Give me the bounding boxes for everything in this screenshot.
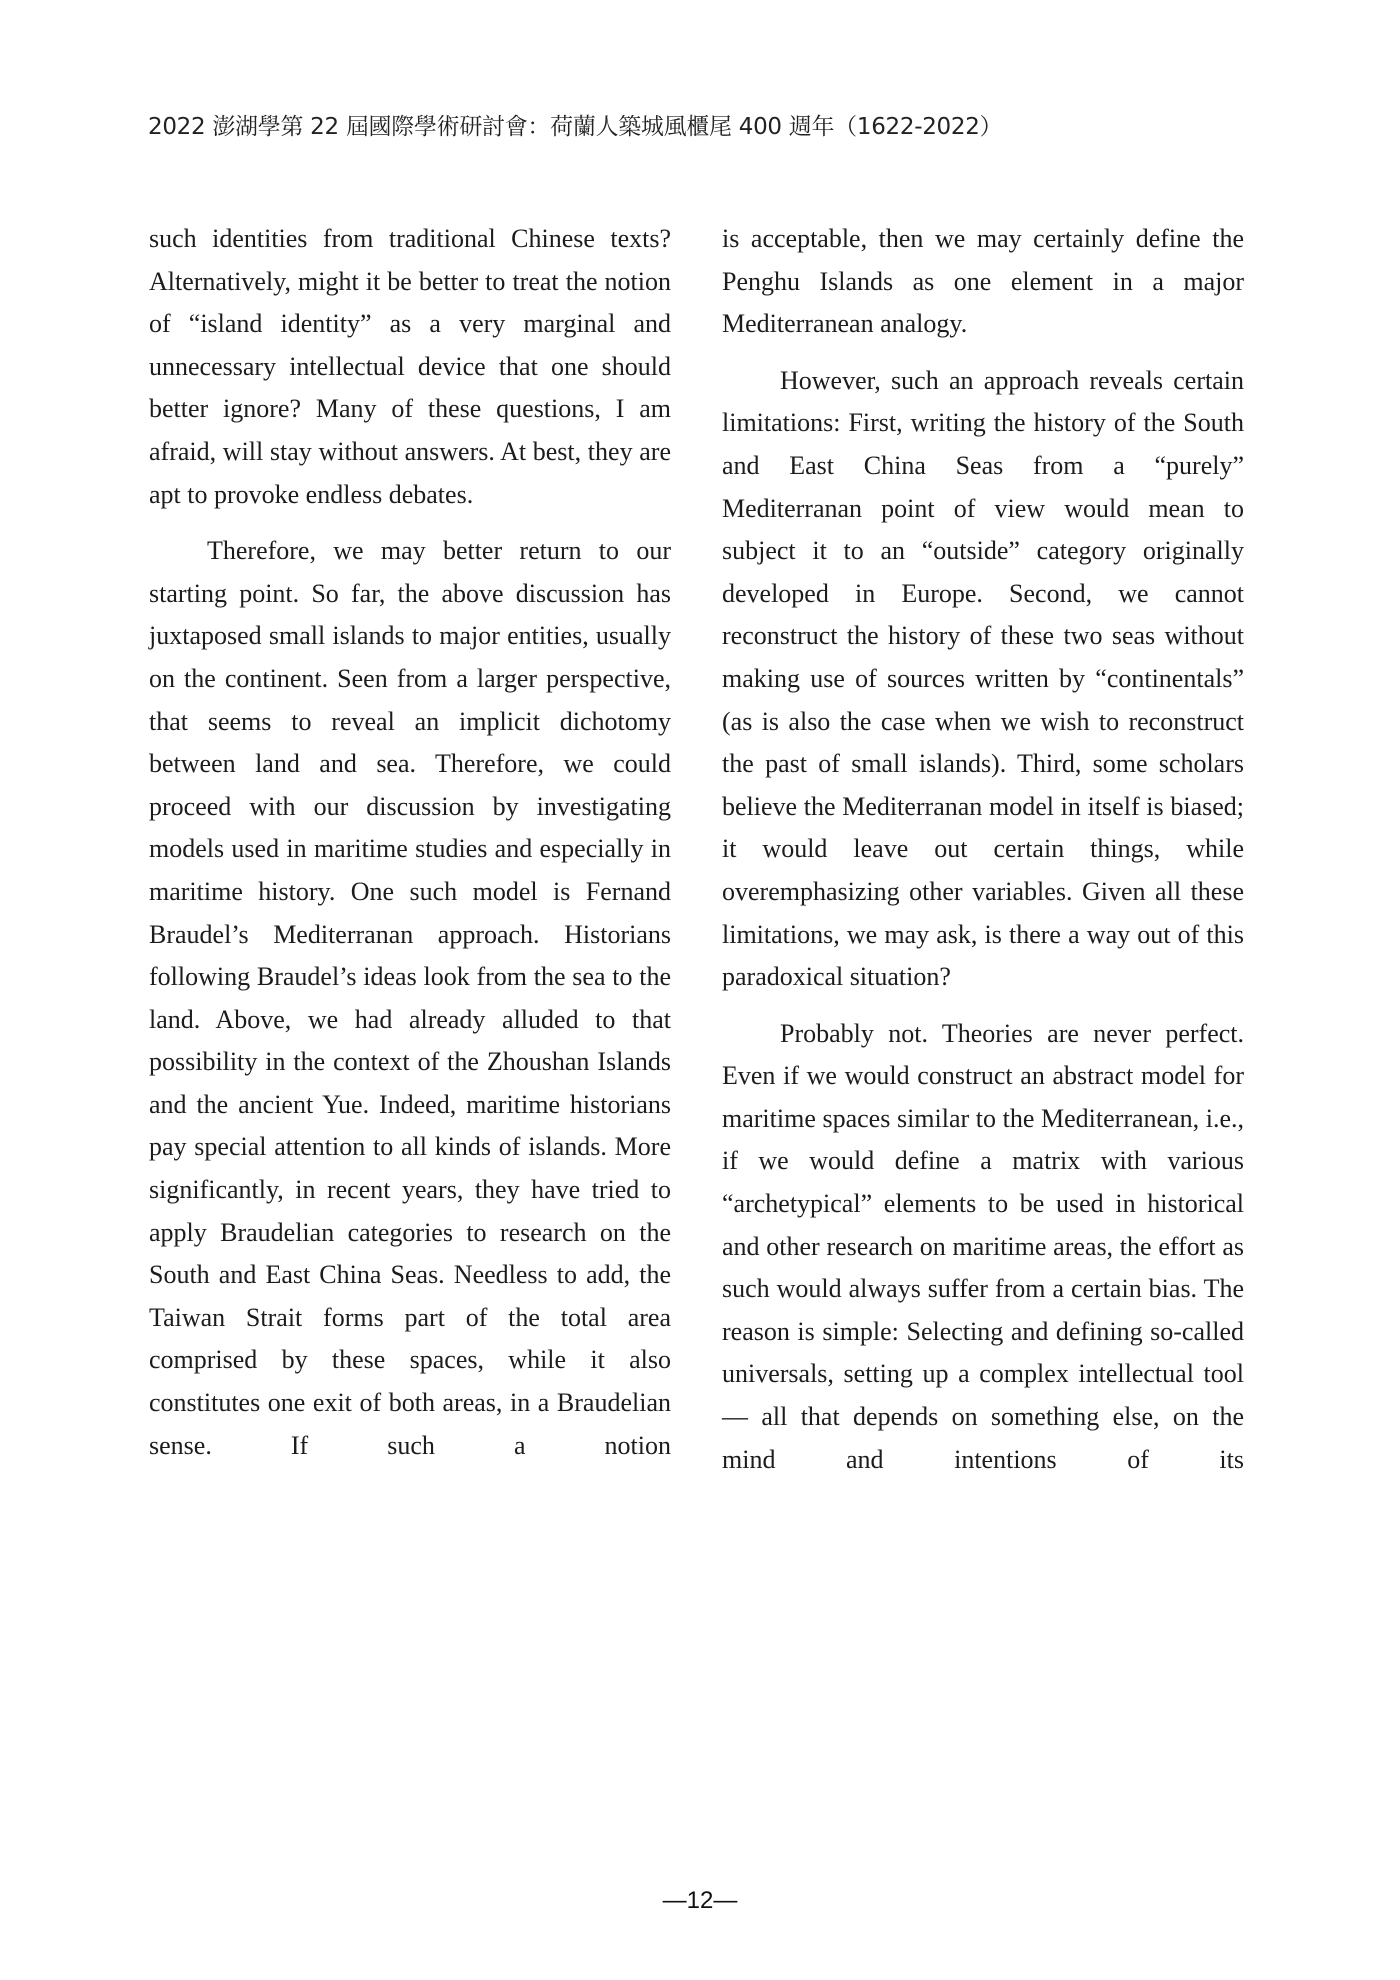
paragraph: Therefore, we may better return to our starting point. So far, the above discussion has juxtaposed small islands to major entities, usually on the continent. Seen from a larger perspective, that seems to reveal an implicit dichotomy between land and sea. Therefore, we could proceed with our discussion by investigating models used in maritime studies and especially in maritime history. One such model is Fernand Braudel’s Mediterranan approach. Historians following Braudel’s ideas look from the sea to the land. Above, we had already alluded to that possibility in the context of the Zhoushan Islands and the ancient Yue. Indeed, maritime historians pay special attention to all kinds of islands. More significantly, in recent years, they have tried to apply Braudelian categories to research on the South and East China Seas. Needless to add, the Taiwan Strait forms part of the total area comprised by these spaces, while it also constitutes one exit of both areas, in a Braudelian sense. If such a notion <box>149 536 671 1460</box>
page-number: —12— <box>662 1887 738 1914</box>
paragraph-continuation: such identities from traditional Chinese texts? Alternatively, might it be better to treat the notion of “island identity” as a very marginal and unnecessary intellectual device that one should better ignore? Many of these questions, I am afraid, will stay without answers. At best, they are apt to provoke endless debates. <box>149 224 671 509</box>
paragraph-continuation: is acceptable, then we may certainly define the Penghu Islands as one element in a major Mediterranean analogy. <box>722 224 1244 339</box>
paragraph: However, such an approach reveals certain limitations: First, writing the history of the South and East China Seas from a “purely” Mediterranan point of view would mean to subject it to an “outside” category originally developed in Europe. Second, we cannot reconstruct the history of these two seas without making use of sources written by “continentals” (as is also the case when we wish to reconstruct the past of small islands). Third, some scholars believe the Mediterranan model in itself is biased; it would leave out certain things, while overemphasizing other variables. Given all these limitations, we may ask, is there a way out of this paradoxical situation? <box>722 365 1244 992</box>
right-column <box>722 218 1244 1495</box>
running-header: 2022 澎湖學第 22 屆國際學術研討會：荷蘭人築城風櫃尾 400 週年（1622-2022） <box>148 114 1003 140</box>
paragraph: Probably not. Theories are never perfect. Even if we would construct an abstract model for maritime spaces similar to the Mediterranean, i.e., if we would define a matrix with various “archetypical” elements to be used in historical and other research on maritime areas, the effort as such would always suffer from a certain bias. The reason is simple: Selecting and defining so-called universals, setting up a complex intellectual tool — all that depends on something else, on the mind and intentions of its <box>722 1018 1244 1474</box>
left-column <box>149 218 671 1481</box>
